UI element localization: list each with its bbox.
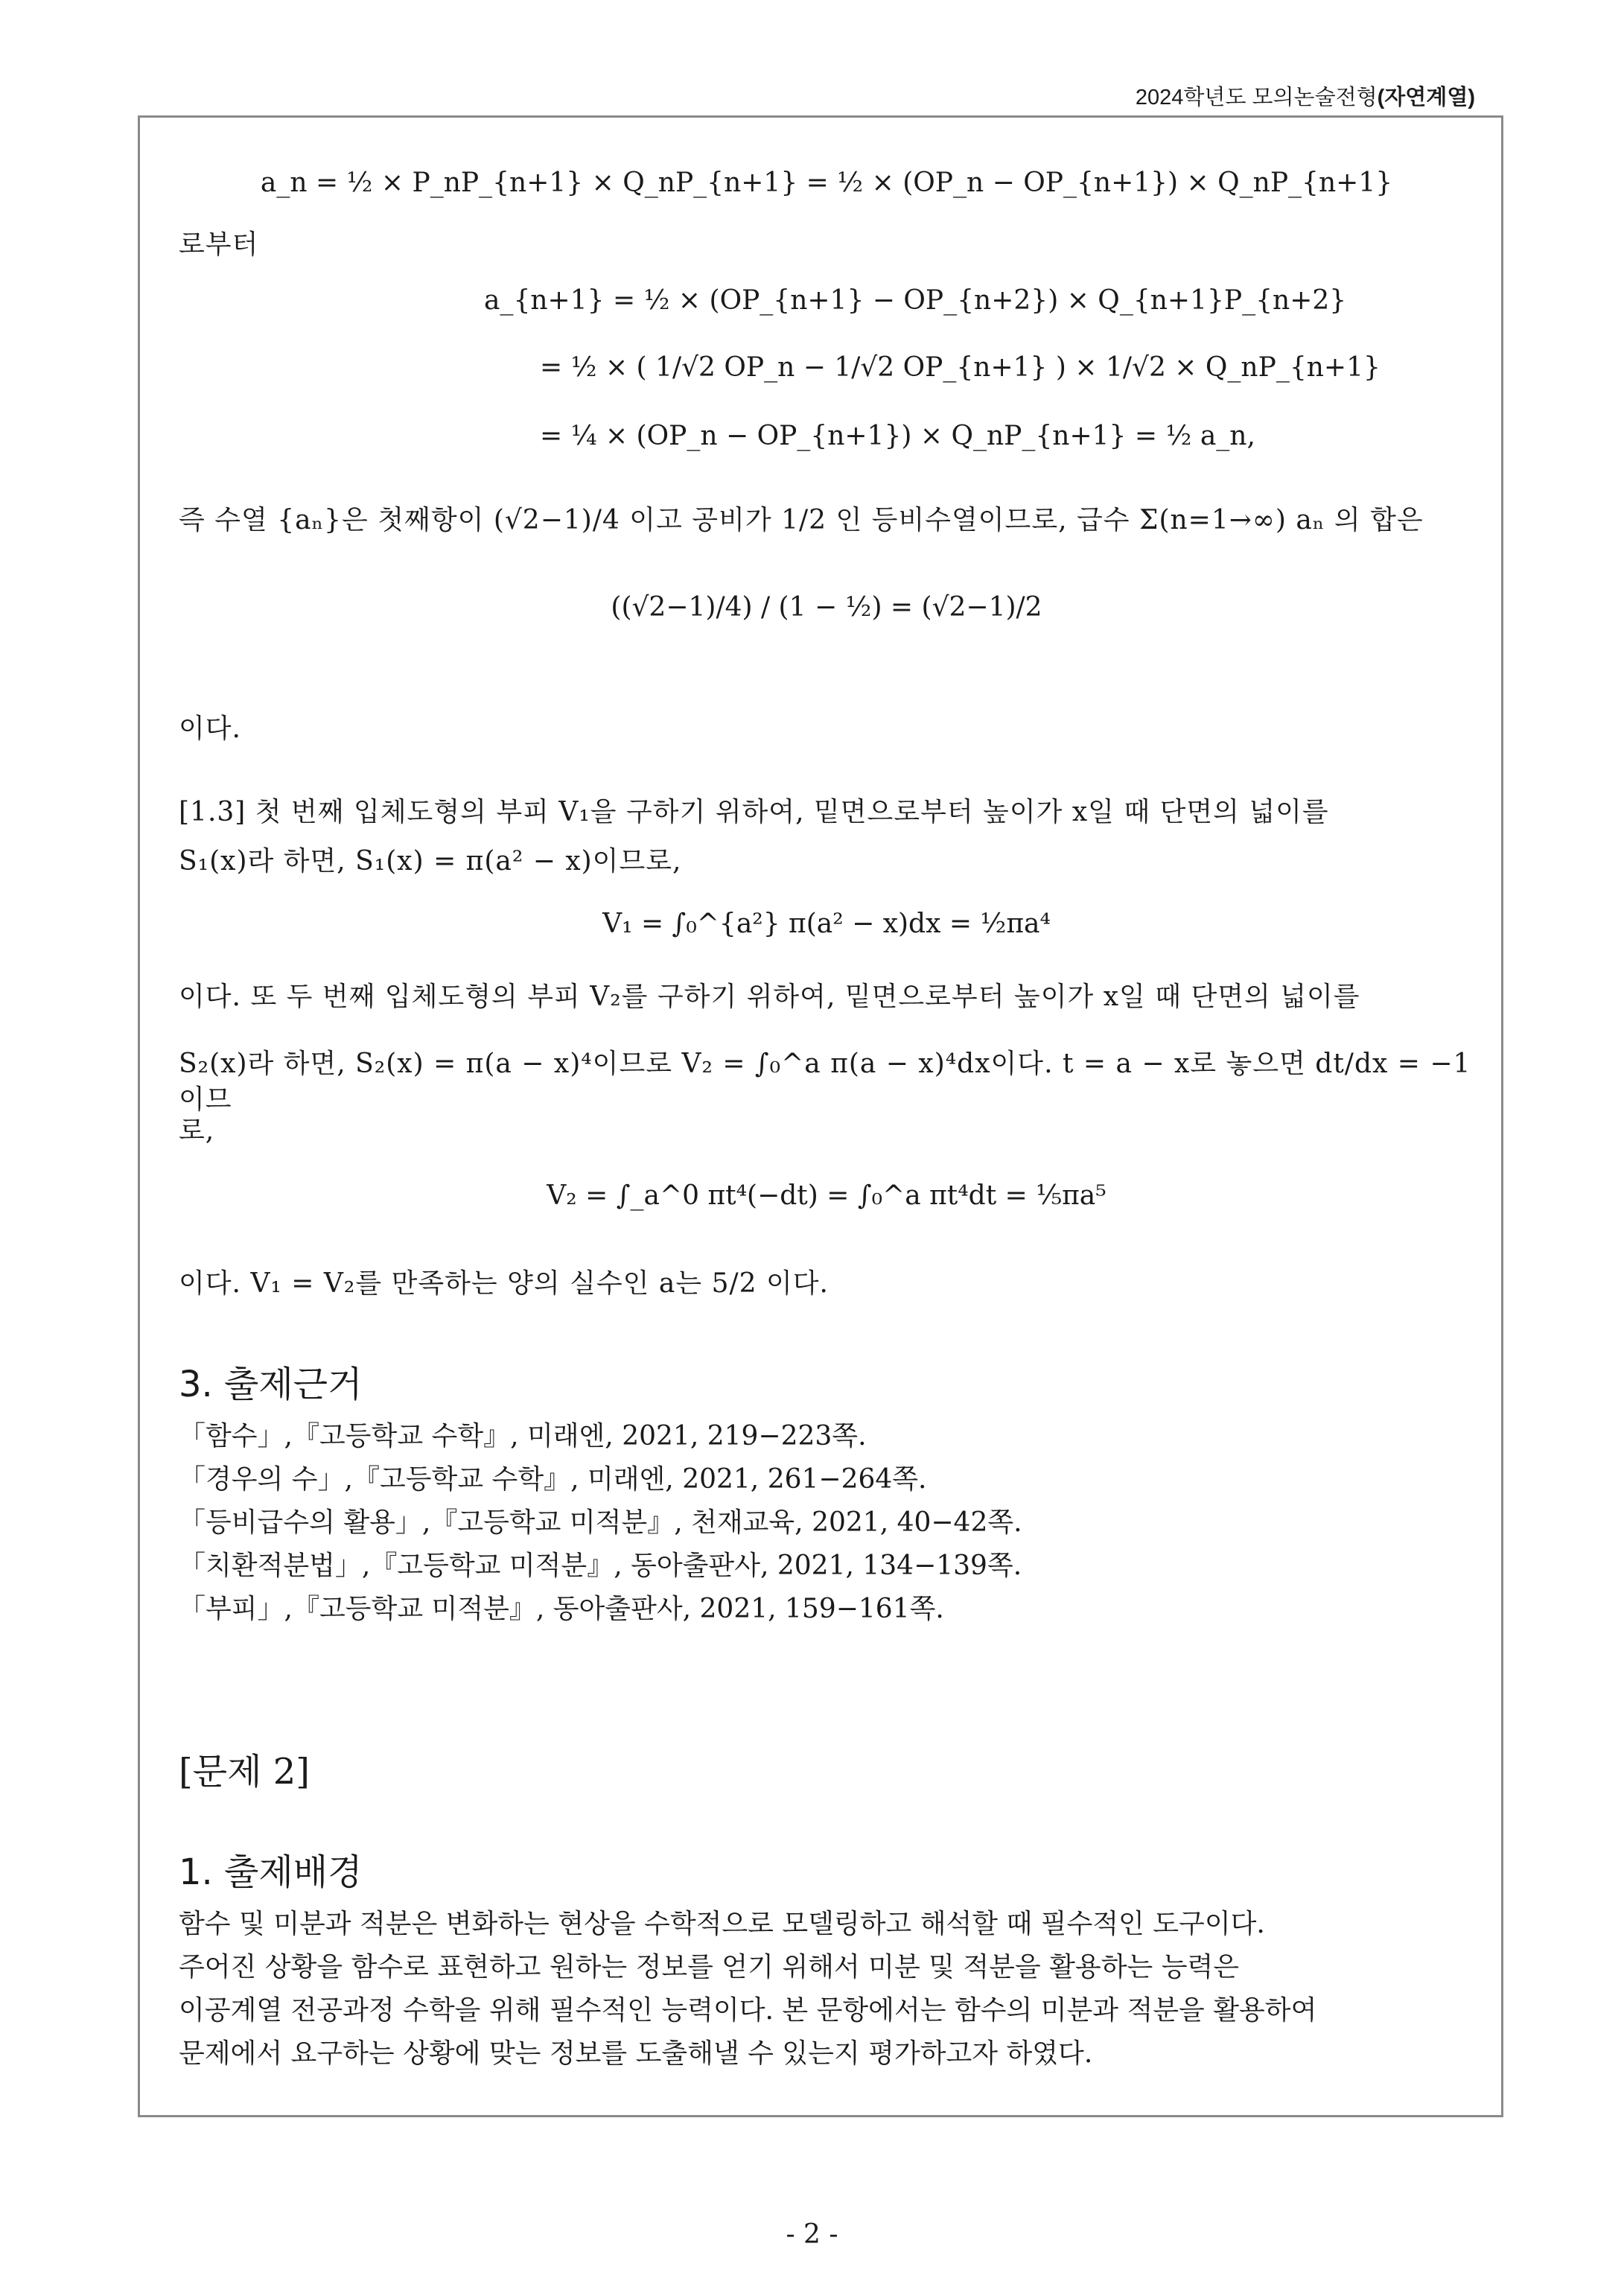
text-13-line6: 이다. V₁ = V₂를 만족하는 양의 실수인 a는 5/2 이다. xyxy=(179,1268,829,1299)
section-3-title: 3. 출제근거 xyxy=(179,1364,363,1405)
reference-item: 「함수」,『고등학교 수학』, 미래엔, 2021, 219−223쪽. xyxy=(179,1421,867,1451)
equation-v1 xyxy=(179,909,1474,939)
equation-an1-line3: = ¼ × (OP_n − OP_{n+1}) × Q_nP_{n+1} = ½ a_n, xyxy=(540,421,1255,451)
equation-an1-line2: = ½ × ( 1/√2 OP_n − 1/√2 OP_{n+1} ) × 1/√2 × Q_nP_{n+1} xyxy=(540,352,1381,383)
reference-item: 「경우의 수」,『고등학교 수학』, 미래엔, 2021, 261−264쪽. xyxy=(179,1464,927,1495)
equation-an-text: a_n = ½ × P_nP_{n+1} × Q_nP_{n+1} = ½ × (OP_n − OP_{n+1}) × Q_nP_{n+1} xyxy=(260,168,1393,198)
equation-v1-text: V₁ = ∫₀^{a²} π(a² − x)dx = ½πa⁴ xyxy=(602,909,1051,939)
problem-2-title: [문제 2] xyxy=(179,1751,310,1793)
equation-an1-line1: a_{n+1} = ½ × (OP_{n+1} − OP_{n+2}) × Q_{n+1}P_{n+2} xyxy=(484,285,1347,316)
text-ida-1: 이다. xyxy=(179,713,241,744)
background-title: 1. 출제배경 xyxy=(179,1851,363,1893)
equation-v2-text: V₂ = ∫_a^0 πt⁴(−dt) = ∫₀^a πt⁴dt = ⅕πa⁵ xyxy=(547,1180,1106,1211)
background-line: 함수 및 미분과 적분은 변화하는 현상을 수학적으로 모델링하고 해석할 때 필수적인 도구이다. xyxy=(179,1909,1265,1939)
background-line: 문제에서 요구하는 상황에 맞는 정보를 도출해낼 수 있는지 평가하고자 하였다. xyxy=(179,2038,1093,2069)
background-paragraph xyxy=(179,1903,1474,2076)
background-line: 이공계열 전공과정 수학을 위해 필수적인 능력이다. 본 문항에서는 함수의 미분과 적분을 활용하여 xyxy=(179,1995,1317,2026)
page-number: - 2 - xyxy=(786,2219,838,2250)
reference-item: 「치환적분법」,『고등학교 미적분』, 동아출판사, 2021, 134−139쪽. xyxy=(179,1551,1022,1581)
text-robuteo: 로부터 xyxy=(179,229,259,260)
text-13-line1: [1.3] 첫 번째 입체도형의 부피 V₁을 구하기 위하여, 밑면으로부터 높이가 x일 때 단면의 넓이를 xyxy=(179,797,1329,827)
header-title: 모의논술전형 xyxy=(1252,86,1378,109)
references-list xyxy=(179,1415,1474,1631)
header-track: (자연계열) xyxy=(1377,86,1475,109)
text-series: 즉 수열 {aₙ}은 첫째항이 (√2−1)/4 이고 공비가 1/2 인 등비수열이므로, 급수 Σ(n=1→∞) aₙ 의 합은 xyxy=(179,505,1424,535)
equation-series-sum-text: ((√2−1)/4) / (1 − ½) = (√2−1)/2 xyxy=(611,592,1042,623)
text-13-line3: 이다. 또 두 번째 입체도형의 부피 V₂를 구하기 위하여, 밑면으로부터 높이가 x일 때 단면의 넓이를 xyxy=(179,982,1360,1012)
reference-item: 「등비급수의 활용」,『고등학교 미적분』, 천재교육, 2021, 40−42쪽. xyxy=(179,1507,1022,1538)
equation-an xyxy=(179,168,1474,198)
text-13-line2: S₁(x)라 하면, S₁(x) = π(a² − x)이므로, xyxy=(179,846,682,877)
text-13-line4: S₂(x)라 하면, S₂(x) = π(a − x)⁴이므로 V₂ = ∫₀^a π(a − x)⁴dx이다. t = a − x로 놓으면 dt/dx = −1이므 xyxy=(179,1049,1471,1115)
reference-item: 「부피」,『고등학교 미적분』, 동아출판사, 2021, 159−161쪽. xyxy=(179,1594,944,1624)
equation-series-sum xyxy=(179,592,1474,623)
header-year: 2024학년도 xyxy=(1135,86,1246,109)
background-line: 주어진 상황을 함수로 표현하고 원하는 정보를 얻기 위해서 미분 및 적분을 활용하는 능력은 xyxy=(179,1952,1240,1982)
text-13-line5: 로, xyxy=(179,1116,215,1146)
page-header xyxy=(1136,80,1475,111)
equation-v2 xyxy=(179,1180,1474,1211)
